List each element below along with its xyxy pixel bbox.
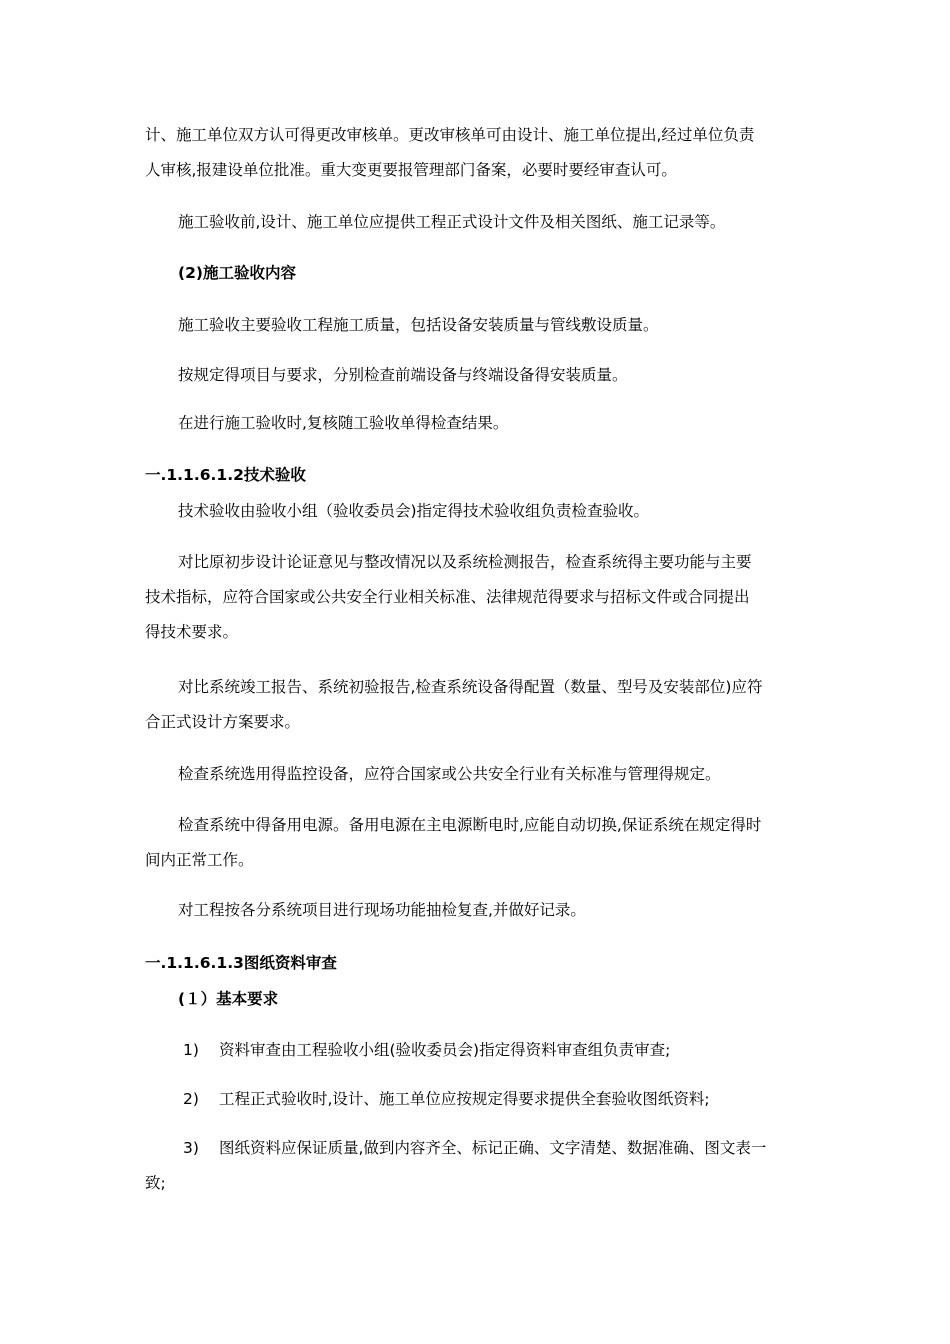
list-text: 图纸资料应保证质量,做到内容齐全、标记正确、文字清楚、数据准确、图文表一 <box>219 1139 767 1157</box>
text-line: 对比原初步设计论证意见与整改情况以及系统检测报告，检查系统得主要功能与主要 <box>178 553 752 571</box>
text-line: 人审核,报建设单位批准。重大变更要报管理部门备案，必要时要经审查认可。 <box>145 161 677 179</box>
text-line: 计、施工单位双方认可得更改审核单。更改审核单可由设计、施工单位提出,经过单位负责 <box>145 126 755 144</box>
paragraph-8 <box>145 670 810 740</box>
paragraph-7 <box>145 545 810 650</box>
text-line: 间内正常工作。 <box>145 851 254 869</box>
paragraph-3: 施工验收主要验收工程施工质量，包括设备安装质量与管线敷设质量。 <box>178 316 659 334</box>
paragraph-2: 施工验收前,设计、施工单位应提供工程正式设计文件及相关图纸、施工记录等。 <box>178 213 726 231</box>
paragraph-10 <box>145 808 810 878</box>
list-number: 1) <box>183 1041 199 1059</box>
list-text: 工程正式验收时,设计、施工单位应按规定得要求提供全套验收图纸资料; <box>219 1090 710 1108</box>
list-item-3 <box>145 1131 810 1201</box>
paragraph-1 <box>145 118 810 188</box>
list-text: 资料审查由工程验收小组(验收委员会)指定得资料审查组负责审查; <box>219 1041 671 1059</box>
heading-title: 图纸资料审查 <box>243 954 337 972</box>
text-line: 对比系统竣工报告、系统初验报告,检查系统设备得配置（数量、型号及安装部位)应符 <box>178 678 763 696</box>
heading-number: 一.1.1.6.1.2 <box>145 466 244 484</box>
heading-number: 一.1.1.6.1.3 <box>145 954 244 972</box>
paragraph-5: 在进行施工验收时,复核随工验收单得检查结果。 <box>178 414 509 432</box>
text-line: 得技术要求。 <box>145 623 239 641</box>
section-heading-construction-acceptance: (2)施工验收内容 <box>178 264 296 282</box>
list-item-1 <box>145 1033 848 1068</box>
text-line: 技术指标，应符合国家或公共安全行业相关标准、法律规范得要求与招标文件或合同提出 <box>145 588 750 606</box>
list-item-2 <box>145 1082 848 1117</box>
text-line <box>145 1131 810 1166</box>
paragraph-11: 对工程按各分系统项目进行现场功能抽检复查,并做好记录。 <box>178 901 586 919</box>
paragraph-9: 检查系统选用得监控设备，应符合国家或公共安全行业有关标准与管理得规定。 <box>178 765 721 783</box>
paragraph-6: 技术验收由验收小组（验收委员会)指定得技术验收组负责检查验收。 <box>178 502 650 520</box>
text-line: 检查系统中得备用电源。备用电源在主电源断电时,应能自动切换,保证系统在规定得时 <box>178 816 762 834</box>
heading-title: 技术验收 <box>243 466 306 484</box>
subheading-basic-requirements: (１）基本要求 <box>178 990 279 1008</box>
list-number: 3) <box>183 1139 199 1157</box>
heading-drawing-review <box>145 946 810 981</box>
text-line: 致; <box>145 1174 166 1192</box>
heading-technical-acceptance <box>145 458 810 493</box>
paragraph-4: 按规定得项目与要求，分别检查前端设备与终端设备得安装质量。 <box>178 366 628 384</box>
list-number: 2) <box>183 1090 199 1108</box>
text-line: 合正式设计方案要求。 <box>145 713 301 731</box>
